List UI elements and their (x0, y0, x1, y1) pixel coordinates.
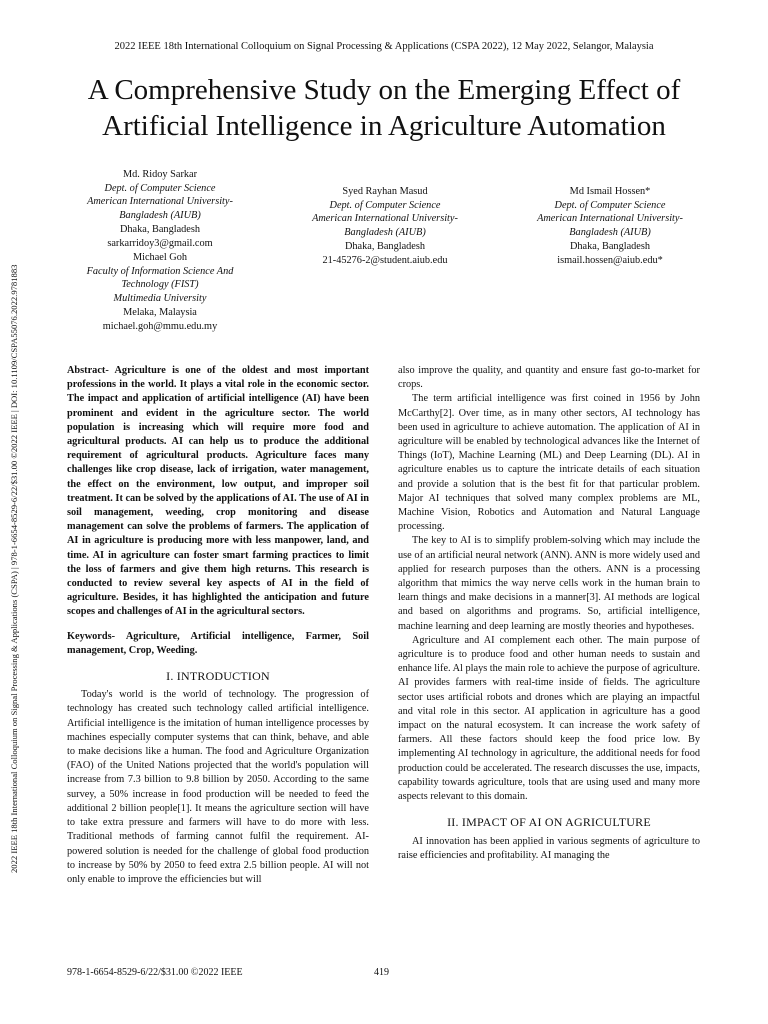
author-affiliation: American International University- (312, 213, 458, 225)
author-name: Michael Goh (132, 252, 188, 263)
author-affiliation: Bangladesh (AIUB) (569, 227, 651, 239)
author-location: Dhaka, Bangladesh (119, 223, 201, 235)
author-block (72, 251, 248, 333)
author-name: Syed Rayhan Masud (342, 186, 428, 197)
body-paragraph: Today's world is the world of technology. The progression of technology has created such technology called artificial intelligence. Artificial intelligence is the imitation of human intelligence processes by machines especially computer systems that can think, behave, and able to make decisions like a human. The food and Agriculture Organization (FAO) of the United Nations projected that the world's population will increase from 7.3 billion to 9.8 billion by 2050. According to the same survey, a 50% increase in food production will be needed to feed the additional 2 billion people[1]. It means the agriculture section will have to take extra pressure and farmers will have to do more with less. Traditional methods of farming cannot fulfil the requirement. AI-powered solution is needed for the challenge of global food production to increase by 50% by 2050 to feed extra 2.5 billion people. AI will not only enable to improve the efficiencies but will (67, 689, 369, 885)
right-column (398, 364, 700, 863)
author-affiliation: American International University- (87, 196, 233, 208)
author-affiliation: Bangladesh (AIUB) (344, 227, 426, 239)
author-email: sarkarridoy3@gmail.com (107, 237, 213, 249)
author-affiliation: American International University- (537, 213, 683, 225)
author-email: ismail.hossen@aiub.edu* (557, 254, 663, 266)
author-department: Dept. of Computer Science (104, 182, 216, 194)
body-paragraph: The key to AI is to simplify problem-solving which may include the use of an artificial neural network (ANN). ANN is more widely used and applied for research purposes than the others. ANN is a processing algorithm that mimics the way nerve cells work in the human brain to learn things and make decisions in a manner[3]. AI methods are logical and based on algorithms and programs. So, artificial intelligence, machine learning and deep learning are mostly theories and hypotheses. (398, 535, 700, 632)
author-location: Melaka, Malaysia (123, 306, 197, 318)
body-paragraph: also improve the quality, and quantity and ensure fast go-to-market for crops. (398, 365, 700, 391)
section-heading-impact: II. IMPACT OF AI ON AGRICULTURE (447, 815, 651, 830)
author-block (522, 185, 698, 267)
author-location: Dhaka, Bangladesh (344, 240, 426, 252)
author-location: Dhaka, Bangladesh (569, 240, 651, 252)
author-department: Faculty of Information Science And (86, 265, 234, 277)
title-line-1: A Comprehensive Study on the Emerging Effect of (87, 74, 681, 106)
author-name: Md Ismail Hossen* (569, 186, 651, 197)
section-heading-introduction: I. INTRODUCTION (166, 669, 270, 684)
paper-title (40, 72, 728, 144)
conference-header: 2022 IEEE 18th International Colloquium on Signal Processing & Applications (CSPA 2022), 12 May 2022, Selangor, Malaysia (114, 41, 654, 52)
author-affiliation: Bangladesh (AIUB) (119, 210, 201, 222)
body-paragraph: Agriculture and AI complement each other. The main purpose of agriculture is to produce food and other human needs to sustain and enhance life. Al plays the main role to achieve the purpose of agriculture. AI provides farmers with real-time inside of fields. The agriculture sector uses artificial robots and drones which are playing an impactful and vital role in this sector. AI application in agriculture has a good impact on the natural ecosystem. It can increase the work safety of farmers. All these factors should keep the food price low. By implementing AI technology in agriculture, the additional needs for food production could be accelerated. The research discusses the use, impacts, capability towards agriculture, tools that are using used and many more aspects relevant to this domain. (398, 634, 700, 803)
body-paragraph: AI innovation has been applied in various segments of agriculture to raise efficiencies and profitability. AI managing the (398, 835, 700, 861)
footer-copyright: 978-1-6654-8529-6/22/$31.00 ©2022 IEEE (67, 967, 243, 978)
page-number: 419 (374, 967, 389, 978)
author-department: Dept. of Computer Science (329, 199, 441, 211)
author-department: Dept. of Computer Science (554, 199, 666, 211)
abstract: Abstract- Agriculture is one of the oldest and most important professions in the world. It plays a vital role in the economic sector. The impact and application of artificial intelligence (AI) have been prominent and evident in the agriculture sector. The world population is increasing which will require more food and agricultural products. AI can help us to produce the additional requirement of agricultural products. Agriculture faces many challenges like crop disease, lack of irrigation, water management, the effect on the environment, low output, and improper soil treatment. It can be solved by the applications of AI. The use of AI in soil management, weeding, crop monitoring and disease management can solve the problems of farmers. The application of AI in agriculture is producing more with less manpower, land, and time. AI in agriculture can foster smart farming practices to limit the loss of farmers and give them high returns. This research is conducted to review several key aspects of AI in the field of agriculture. Besides, it has highlighted the anticipation and future scopes and challenges of AI in the agricultural sectors. (67, 365, 369, 618)
body-paragraph: The term artificial intelligence was first coined in 1956 by John McCarthy[2]. Over time, as in many other sectors, AI technology has been used in agriculture to achieve automation. The application of AI in agriculture will be enabled by technological advances like the Internet of Things (IoT), Machine Learning (ML) and Deep Learning (DL). AI in agriculture enables us to capture the intricate details of each situation and provide a solution that is the best fit for that particular problem. Major AI techniques that solved many complex problems are ML, Machine Vision, Robotics and Automation and Natural Language processing. (398, 393, 700, 533)
left-column (67, 364, 369, 887)
side-note (9, 143, 21, 883)
author-block (297, 185, 473, 267)
author-block (72, 168, 248, 250)
side-note-text: 2022 IEEE 18th International Colloquium on Signal Processing & Applications (CSPA) | 978-1-6654-8529-6/22/$31.00 ©2022 IEEE | DOI: 10.1109/CSPA55076.2022.9781883 (9, 264, 19, 873)
title-line-2: Artificial Intelligence in Agriculture Automation (102, 110, 666, 142)
author-name: Md. Ridoy Sarkar (122, 169, 198, 180)
keywords: Keywords- Agriculture, Artificial intelligence, Farmer, Soil management, Crop, Weeding. (67, 630, 369, 656)
author-affiliation: Technology (FIST) (121, 279, 199, 291)
author-email: michael.goh@mmu.edu.my (102, 320, 218, 332)
author-email: 21-45276-2@student.aiub.edu (322, 254, 448, 266)
author-affiliation: Multimedia University (113, 293, 207, 305)
